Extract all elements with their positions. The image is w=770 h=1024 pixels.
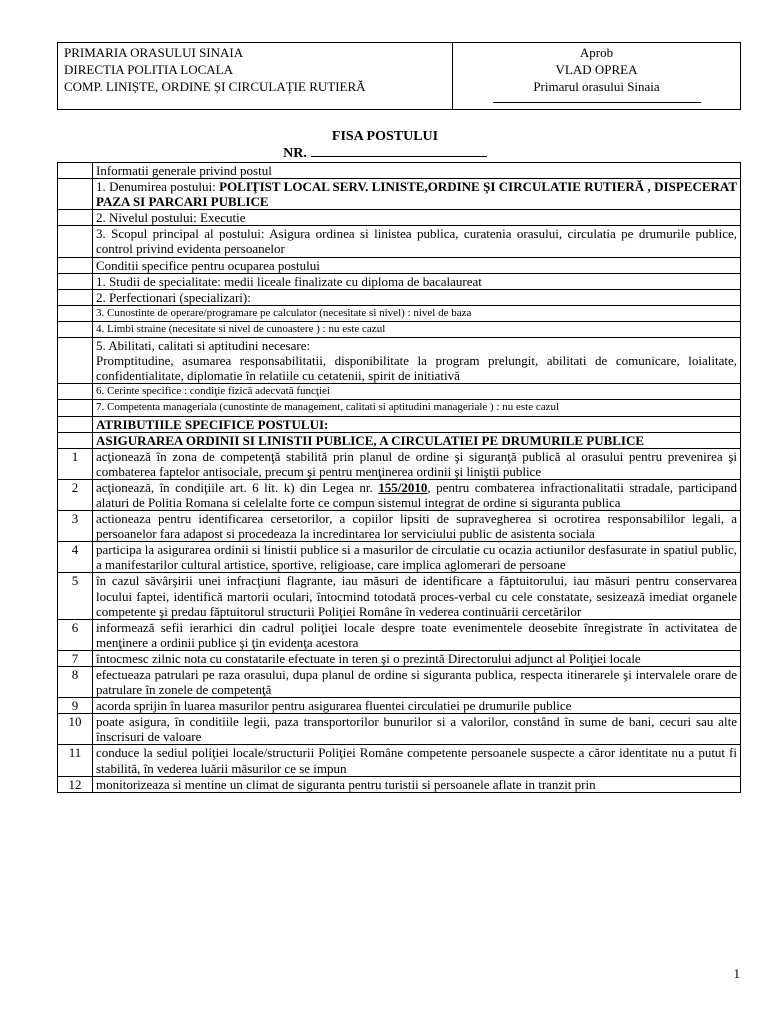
signature-line (493, 101, 701, 103)
law-link[interactable]: 155/2010 (378, 479, 428, 495)
studies-requirement: 1. Studii de specialitate: medii liceale finalizate cu diploma de bacalaureat (93, 273, 741, 289)
attribution-item: poate asigura, în conditiile legii, paza transportorilor bunurilor si a valorilor, constând în sume de bani, cecuri sau alte înscrisuri de valoare (93, 714, 741, 745)
abilities-text: Promptitudine, asumarea responsabilitatii, disponibilitate la program prelungit, abilitati de comunicare, loialitate, confidentialitate, diplomatie în relatiile cu cetatenii, spirit de initiativă (96, 353, 737, 384)
item-number: 10 (58, 714, 93, 745)
item-number: 9 (58, 698, 93, 714)
attribution-item: în cazul săvârşirii unei infracţiuni flagrante, iau măsuri de identificare a făptuitorului, iau măsuri pentru conservarea locului faptei, identifică martorii oculari, întocmind totodată proces-verbal cu cele constatate, sesizează imediat organele competente şi predau făptuitorul structurii Poliţiei Române în vederea continuării cercetărilor (93, 573, 741, 619)
institution-block (58, 43, 453, 109)
number-line (0, 145, 770, 162)
item-number: 1 (58, 448, 93, 479)
computer-skills: 3. Cunostinte de operare/programare pe calculator (necesitate si nivel) : nivel de baza (93, 305, 741, 321)
approver-name: VLAD OPREA (555, 62, 638, 77)
item-number: 12 (58, 776, 93, 792)
approver-title: Primarul orasului Sinaia (533, 79, 660, 94)
specific-requirements: 6. Cerinte specifice : condiţie fizică adecvată funcţiei (93, 384, 741, 400)
attribution-item: monitorizeaza si mentine un climat de siguranta pentru turistii si persoanele aflate in tranzit prin (93, 776, 741, 792)
job-level: 2. Nivelul postului: Executie (93, 210, 741, 226)
attribution-text: acţionează, în condiţiile art. 6 lit. k) din Legea nr. (96, 479, 379, 495)
institution-line: COMP. LINIȘTE, ORDINE ȘI CIRCULAȚIE RUTIERĂ (64, 79, 366, 94)
languages: 4. Limbi straine (necesitate si nivel de cunoastere ) : nu este cazul (93, 321, 741, 337)
attributions-subheading: ASIGURAREA ORDINII SI LINISTII PUBLICE, A CIRCULATIEI PE DRUMURILE PUBLICE (93, 432, 741, 448)
item-number: 2 (58, 479, 93, 510)
job-purpose: 3. Scopul principal al postului: Asigura ordinea si linistea publica, curatenia orasului, circulatia pe drumurile publice, control privind evidenta persoanelor (93, 226, 741, 257)
attributions-heading: ATRIBUTIILE SPECIFICE POSTULUI: (93, 416, 741, 432)
item-number: 6 (58, 619, 93, 650)
item-number: 11 (58, 745, 93, 776)
attribution-item: participa la asigurarea ordinii si linistii publice si a masurilor de circulatie cu ocazia actiunilor desfasurate in spatiul public, a manifestarilor cultural artistice, sportive, religioase, care implica aglomerari de persoane (93, 542, 741, 573)
attribution-item: conduce la sediul poliţiei locale/structurii Poliţiei Române competente persoanele suspecte a căror identitate nu a putut fi stabilită, în vederea luării măsurilor ce se impun (93, 745, 741, 776)
section-heading: Conditii specifice pentru ocuparea postului (93, 257, 741, 273)
job-title: POLIŢIST LOCAL SERV. LINISTE,ORDINE ŞI CIRCULATIE RUTIERĂ , DISPECERAT PAZA SI PARCARI PUBLICE (96, 179, 738, 210)
job-title-label: 1. Denumirea postului: (96, 179, 220, 195)
managerial-competence: 7. Competenta manageriala (cunostinte de management, calitati si aptitudini manageriale ) : nu este cazul (93, 400, 741, 416)
item-number: 7 (58, 650, 93, 666)
institution-line: PRIMARIA ORASULUI SINAIA (64, 45, 244, 60)
institution-line: DIRECTIA POLITIA LOCALA (64, 62, 233, 77)
title-text: FISA POSTULUI (331, 129, 439, 144)
training-requirement: 2. Perfectionari (specializari): (93, 289, 741, 305)
attribution-item: actioneaza pentru identificarea cersetorilor, a copiilor lipsiti de supravegherea si ocrotirea responsabililor legali, a persoanelor fara adapost si procedeaza la incredintarea lor serviciului public de asistenta sociala (93, 511, 741, 542)
attribution-text: , pentru combaterea infractionalitatii stradale, participand alaturi de Politia Romana si celelalte forte ce compun sistemul integrat de ordine si siguranta publica (96, 479, 737, 510)
document-title (0, 128, 770, 162)
attribution-item: efectueaza patrulari pe raza orasului, dupa planul de ordine si siguranta publica, respecta itinerarele şi intervalele orare de patrulare în zonele de competenţă (93, 667, 741, 698)
approval-line: Aprob (579, 45, 614, 60)
abilities-row (93, 338, 741, 384)
attribution-item: acţionează în zona de competenţă stabilită prin planul de ordine şi siguranţă publică al orasului pentru prevenirea şi combaterea faptelor antisociale, precum şi pentru menţinerea ordinii şi liniştii publice (93, 448, 741, 479)
item-number: 5 (58, 573, 93, 619)
attribution-item (93, 479, 741, 510)
attribution-item: informează sefii ierarhici din cadrul poliţiei locale despre toate evenimentele deosebite înregistrate în activitatea de menţinere a ordinii publice şi ţin evidenţa acestora (93, 619, 741, 650)
item-number: 8 (58, 667, 93, 698)
attribution-item: întocmesc zilnic nota cu constatarile efectuate in teren şi o prezintă Directorului adjunct al Poliţiei locale (93, 650, 741, 666)
job-title-row (93, 179, 741, 210)
attribution-item: acorda sprijin în luarea masurilor pentru asigurarea fluentei circulatiei pe drumurile publice (93, 698, 741, 714)
number-label: NR. (283, 146, 307, 161)
item-number: 3 (58, 511, 93, 542)
section-heading: Informatii generale privind postul (93, 163, 741, 179)
abilities-title: 5. Abilitati, calitati si aptitudini necesare: (96, 338, 311, 354)
job-description-table (57, 162, 741, 793)
number-blank (311, 155, 487, 157)
page-number: 1 (733, 966, 740, 981)
item-number: 4 (58, 542, 93, 573)
header-box (57, 42, 741, 110)
approval-block (453, 43, 740, 109)
